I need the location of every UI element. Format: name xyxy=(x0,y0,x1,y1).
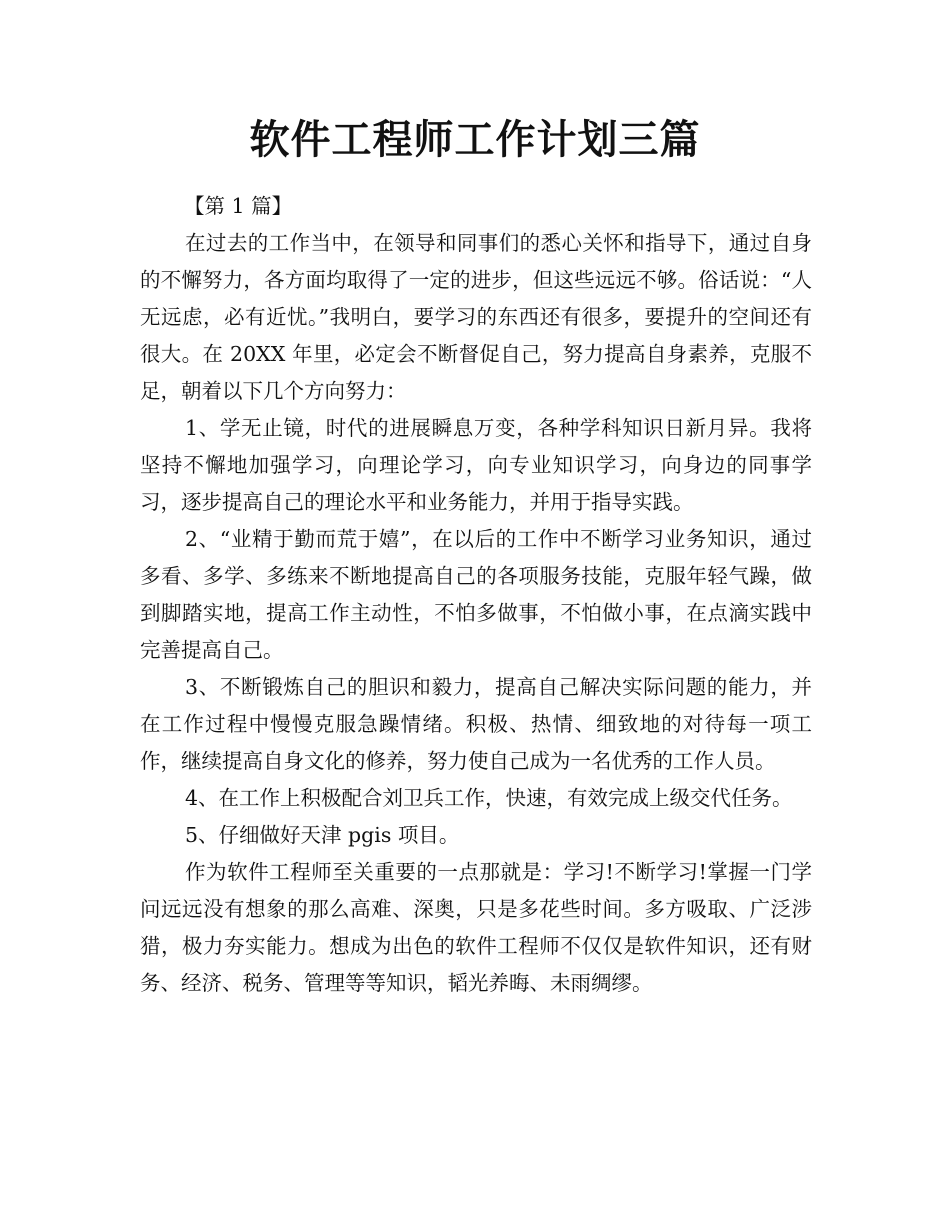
paragraph-item-2: 2、“业精于勤而荒于嬉”，在以后的工作中不断学习业务知识，通过多看、多学、多练来不断地提高自己的各项服务技能，克服年轻气躁，做到脚踏实地，提高工作主动性，不怕多做事，不怕做小事，在点滴实践中完善提高自己。 xyxy=(140,527,812,662)
paragraph-item-5: 5、仔细做好天津 pgis 项目。 xyxy=(185,823,460,847)
document-title: 软件工程师工作计划三篇 xyxy=(249,117,701,163)
paragraph-intro: 在过去的工作当中，在领导和同事们的悉心关怀和指导下，通过自身的不懈努力，各方面均取得了一定的进步，但这些远远不够。俗话说：“人无远虑，必有近忧。”我明白，要学习的东西还有很多，要提升的空间还有很大。在 20XX 年里，必定会不断督促自己，努力提高自身素养，克服不足，朝着以下几个方向努力： xyxy=(140,231,812,403)
paragraph-item-4: 4、在工作上积极配合刘卫兵工作，快速，有效完成上级交代任务。 xyxy=(185,786,793,810)
paragraph-conclusion: 作为软件工程师至关重要的一点那就是：学习!不断学习!掌握一门学问远远没有想象的那么高难、深奥，只是多花些时间。多方吸取、广泛涉猎，极力夯实能力。想成为出色的软件工程师不仅仅是软件知识，还有财务、经济、税务、管理等等知识，韬光养晦、未雨绸缪。 xyxy=(140,860,812,995)
section-label: 【第 1 篇】 xyxy=(184,194,293,218)
paragraph-item-1: 1、学无止镜，时代的进展瞬息万变，各种学科知识日新月异。我将坚持不懈地加强学习，向理论学习，向专业知识学习，向身边的同事学习，逐步提高自己的理论水平和业务能力，并用于指导实践。 xyxy=(140,416,812,514)
document-body xyxy=(140,188,812,1002)
paragraph-item-3: 3、不断锻炼自己的胆识和毅力，提高自己解决实际问题的能力，并在工作过程中慢慢克服急躁情绪。积极、热情、细致地的对待每一项工作，继续提高自身文化的修养，努力使自己成为一名优秀的工作人员。 xyxy=(140,675,812,773)
